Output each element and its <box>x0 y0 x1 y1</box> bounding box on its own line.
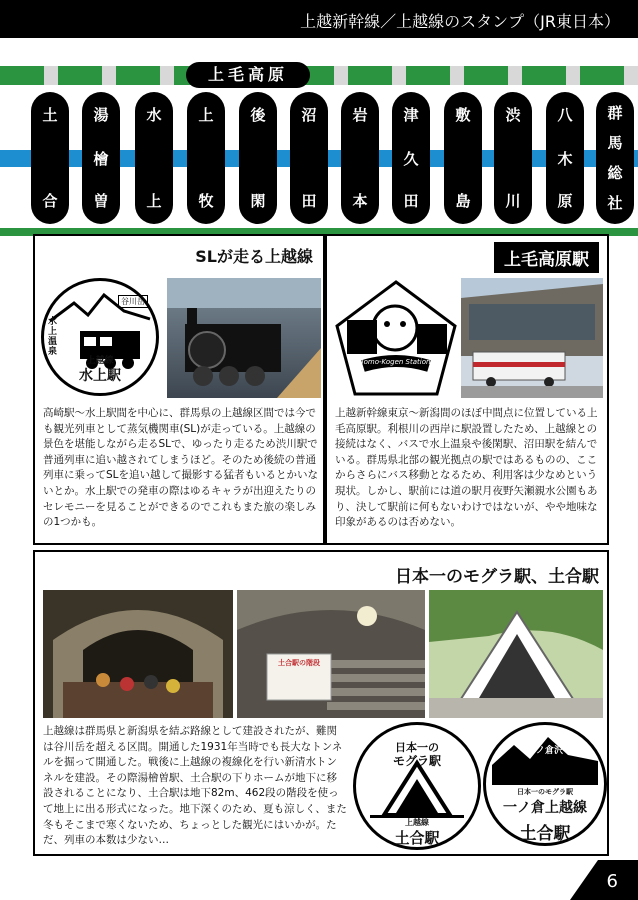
station-numata <box>290 92 328 224</box>
station-char: 木 <box>557 150 573 168</box>
station-char: 久 <box>403 150 419 168</box>
station-tsuchitaru <box>31 92 69 224</box>
station-char: 上 <box>198 106 214 124</box>
stamp-top-label: 日本一のモグラ駅 <box>517 788 573 796</box>
station-shibukawa <box>494 92 532 224</box>
page-number-tab <box>570 860 638 900</box>
station-char: 檜 <box>93 150 109 168</box>
station-char: 湯 <box>93 106 109 124</box>
stamp-station-name: 土合駅 <box>394 829 440 847</box>
page-title: 上越新幹線／上越線のスタンプ（JR東日本） <box>300 12 620 31</box>
stamp-mid-label: 一ノ倉沢 <box>526 746 563 756</box>
stairs-photo <box>237 590 425 718</box>
doai-stamp-mogura <box>353 722 481 850</box>
doai-stamp-ichinokura <box>483 722 607 846</box>
stairs-sign-label: 土合駅の階段 <box>278 659 320 667</box>
jomo-panel-title: 上毛高原駅 <box>494 242 599 273</box>
doai-station-photo <box>429 590 603 718</box>
station-char: 渋 <box>505 106 521 124</box>
route-line-green <box>0 66 638 85</box>
station-char: 津 <box>403 106 419 124</box>
stamp-line-label: 上越線 <box>405 818 429 827</box>
station-char: 八 <box>557 106 573 124</box>
doai-panel <box>33 550 609 856</box>
station-char: 本 <box>352 192 368 210</box>
stamp-big-label: 一ノ倉上越線 <box>503 800 587 816</box>
station-char: 田 <box>403 192 419 210</box>
stamp-side-label: 水上温泉 <box>48 317 58 357</box>
station-char: 岩 <box>352 106 368 124</box>
jomo-photo <box>461 278 603 398</box>
station-yagihara <box>546 92 584 224</box>
stamp-badge-label: 谷川岳 <box>118 295 148 308</box>
station-char: 田 <box>301 192 317 210</box>
station-char: 敷 <box>455 106 471 124</box>
station-yuhiso <box>82 92 120 224</box>
stamp-mid-label: モグラ駅 <box>392 754 441 768</box>
station-tsukuda <box>392 92 430 224</box>
stamp-station-name: 土合駅 <box>519 824 571 844</box>
station-char: 合 <box>42 192 58 210</box>
station-char: 島 <box>455 192 471 210</box>
station-char: 水 <box>146 106 162 124</box>
sl-panel <box>33 234 325 545</box>
page-number: 6 <box>606 871 618 892</box>
station-char: 土 <box>42 106 58 124</box>
station-shikishima <box>444 92 482 224</box>
jomo-panel-text: 上越新幹線東京～新潟間のほぼ中間点に位置している上毛高原駅。利根川の西岸に駅設置したため、上越線との接続はなく、バスで水上温泉や後閑駅、沼田駅を結んでいる。群馬県北部の観光拠点の駅ではあるものの、ここからさらにバス移動となるため、利用客は少なめという現状。しかし、駅前には道の駅月夜野矢瀬親水公園もあり、決して駅前に何もないわけではないが、やや地味な印象があるのは否めない。 <box>335 407 598 529</box>
page-header <box>0 0 638 38</box>
station-char: 後 <box>250 106 266 124</box>
station-minakami <box>135 92 173 224</box>
stamp-line-label: 上越線 <box>86 356 114 366</box>
doai-panel-text: 上越線は群馬県と新潟県を結ぶ路線として建設されたが、難関は谷川岳を超える区間。開通した1931年当時でも長大なトンネルを掘って開通した。戦後に上越線の複線化を行い新清水トンネルを建設。その際湯檜曽駅、土合駅の下りホームが地下に移設されることになり、土合駅は地下82m、462段の階段を使って地上に出る形式になった。地下深くのため、夏も涼しく、また冬もそこまで寒くないため、ちょっとした観光にはいかが。ただ、列車の本数は少ない… <box>43 725 347 847</box>
station-char: 総 <box>607 164 623 182</box>
stamp-station-name: 水上駅 <box>79 368 121 384</box>
station-iwamoto <box>341 92 379 224</box>
station-char: 群 <box>607 104 623 122</box>
stamp-top-label: 日本一の <box>395 741 439 754</box>
jomo-stamp <box>333 278 459 398</box>
minakami-stamp <box>41 278 159 396</box>
station-char: 社 <box>607 194 623 212</box>
station-char: 牧 <box>198 192 214 210</box>
station-char: 曽 <box>93 192 109 210</box>
station-char: 馬 <box>607 134 623 152</box>
station-char: 原 <box>557 192 573 210</box>
jomo-panel <box>325 234 609 545</box>
current-station-pill: 上毛高原 <box>186 62 310 88</box>
station-char: 川 <box>505 192 521 210</box>
station-gokan <box>239 92 277 224</box>
sl-photo <box>167 278 321 398</box>
station-char: 沼 <box>301 106 317 124</box>
station-list <box>0 92 638 228</box>
station-char: 上 <box>146 192 162 210</box>
sl-panel-text: 高崎駅～水上駅間を中心に、群馬県の上越線区間では今でも観光列車として蒸気機関車(SL)が走っている。上越線の景色を堪能しながら走るSLで、ゆったり走るため渋川駅で普通列車に追い越されてしまうほど。そのため後続の普通列車に乗ってSLを追い越して撮影する猛者もいるとかいないとか。水上駅での発車の際はゆるキャラが出迎えたりのセレモニーを見ることができるのでこれもまた旅の楽しみの1つかも。 <box>43 407 319 529</box>
doai-panel-title: 日本一のモグラ駅、土合駅 <box>395 567 599 587</box>
sl-panel-title: SLが走る上越線 <box>195 247 313 266</box>
station-gunmasoja <box>596 92 634 224</box>
jomo-stamp-caption: Jomo-Kogen Station <box>361 358 431 366</box>
station-kamimoku <box>187 92 225 224</box>
tunnel-crowd-photo <box>43 590 233 718</box>
station-char: 閑 <box>250 192 266 210</box>
jomo-stamp-art <box>333 278 459 398</box>
